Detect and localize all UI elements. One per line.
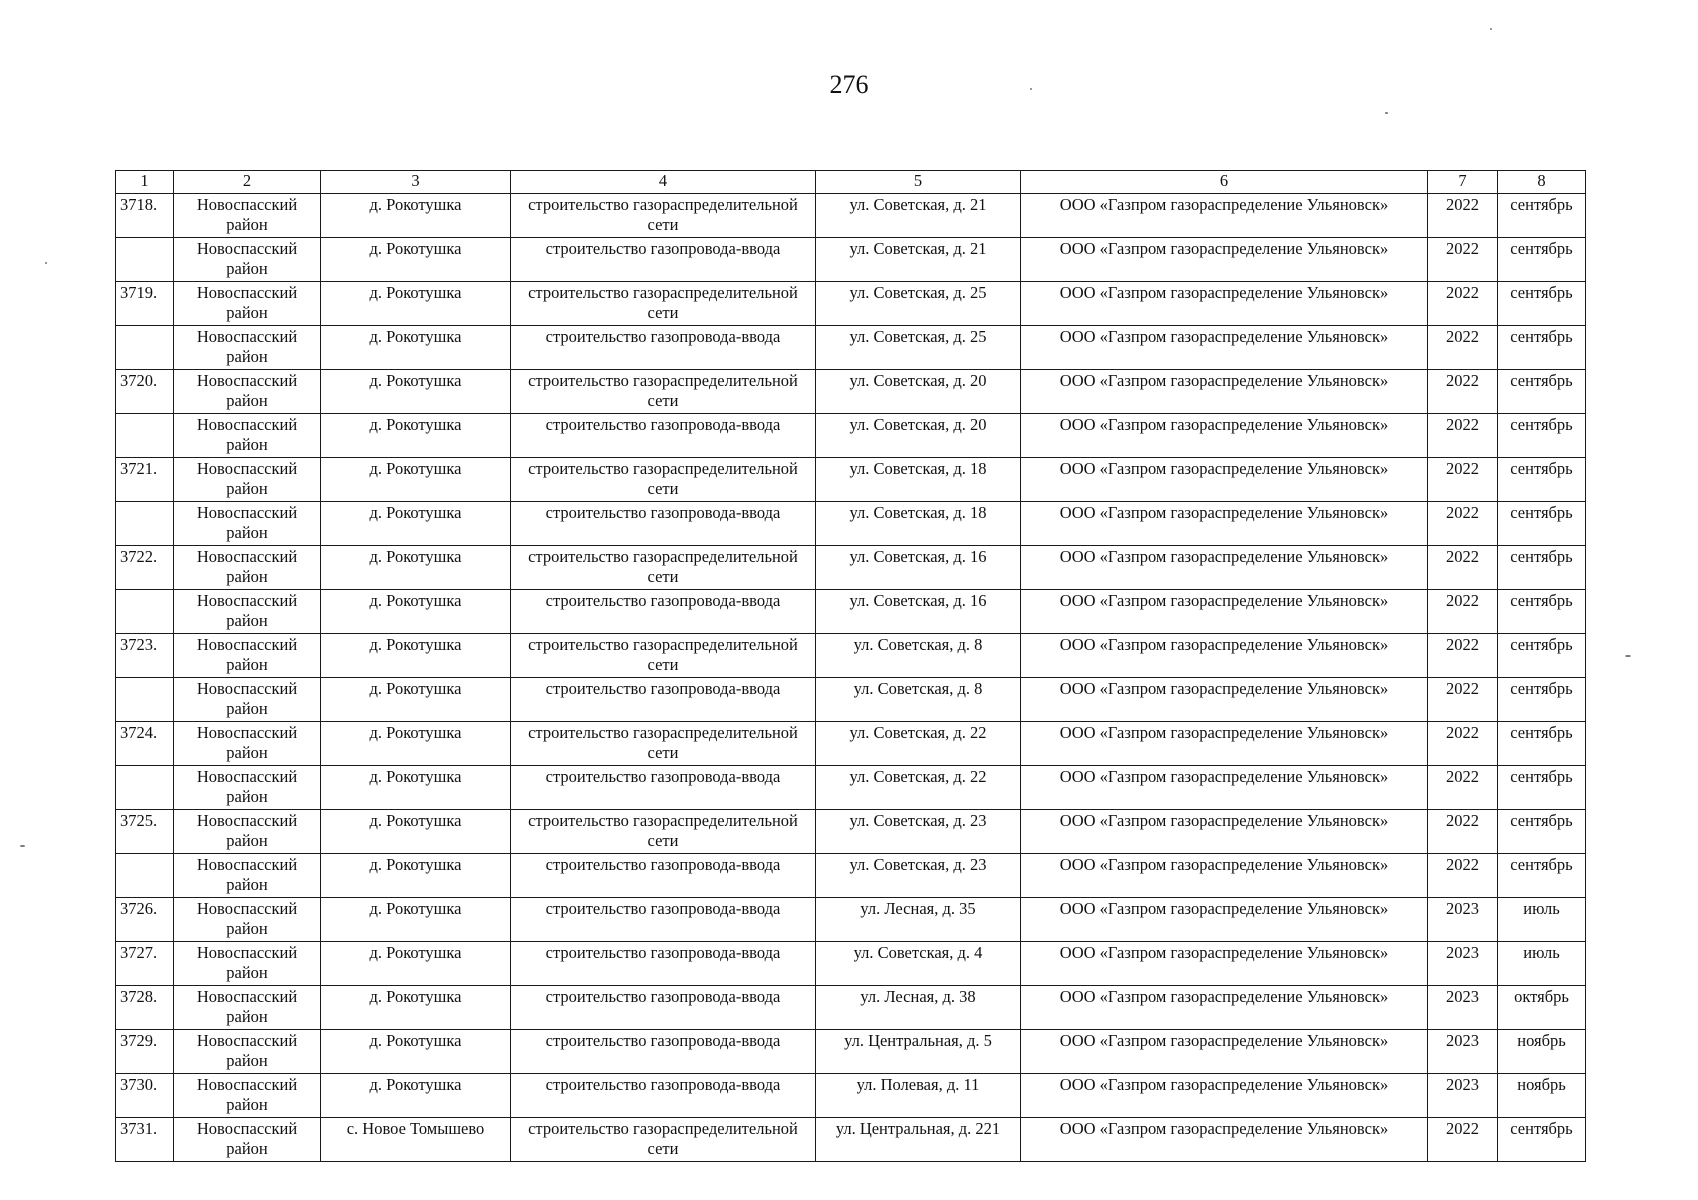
table-row	[116, 546, 1586, 590]
cell-settlement: д. Рокотушка	[321, 634, 511, 678]
cell-org: ООО «Газпром газораспределение Ульяновск»	[1021, 502, 1428, 546]
cell-org: ООО «Газпром газораспределение Ульяновск»	[1021, 370, 1428, 414]
header-cell: 5	[816, 171, 1021, 194]
cell-year: 2022	[1428, 458, 1498, 502]
cell-year: 2022	[1428, 766, 1498, 810]
cell-num	[116, 502, 174, 546]
cell-month: сентябрь	[1498, 458, 1586, 502]
cell-year: 2022	[1428, 678, 1498, 722]
cell-work: строительство газораспределительной сети	[511, 458, 816, 502]
cell-address: ул. Советская, д. 21	[816, 194, 1021, 238]
header-cell: 7	[1428, 171, 1498, 194]
cell-district: Новоспасский район	[174, 590, 321, 634]
cell-org: ООО «Газпром газораспределение Ульяновск»	[1021, 1118, 1428, 1162]
cell-org: ООО «Газпром газораспределение Ульяновск»	[1021, 1030, 1428, 1074]
cell-district: Новоспасский район	[174, 458, 321, 502]
cell-district: Новоспасский район	[174, 194, 321, 238]
cell-work: строительство газораспределительной сети	[511, 370, 816, 414]
cell-district: Новоспасский район	[174, 678, 321, 722]
cell-month: сентябрь	[1498, 810, 1586, 854]
table-row	[116, 238, 1586, 282]
cell-address: ул. Советская, д. 23	[816, 810, 1021, 854]
cell-address: ул. Советская, д. 18	[816, 458, 1021, 502]
cell-address: ул. Лесная, д. 38	[816, 986, 1021, 1030]
cell-month: сентябрь	[1498, 678, 1586, 722]
cell-settlement: д. Рокотушка	[321, 1074, 511, 1118]
cell-settlement: д. Рокотушка	[321, 194, 511, 238]
scan-speck	[1385, 112, 1388, 114]
cell-work: строительство газопровода-ввода	[511, 414, 816, 458]
cell-work: строительство газопровода-ввода	[511, 898, 816, 942]
cell-month: сентябрь	[1498, 634, 1586, 678]
cell-district: Новоспасский район	[174, 854, 321, 898]
cell-settlement: д. Рокотушка	[321, 1030, 511, 1074]
table-row	[116, 898, 1586, 942]
cell-num: 3727.	[116, 942, 174, 986]
cell-org: ООО «Газпром газораспределение Ульяновск»	[1021, 722, 1428, 766]
cell-settlement: д. Рокотушка	[321, 766, 511, 810]
cell-num	[116, 678, 174, 722]
cell-settlement: д. Рокотушка	[321, 898, 511, 942]
header-cell: 1	[116, 171, 174, 194]
cell-num: 3721.	[116, 458, 174, 502]
cell-year: 2022	[1428, 414, 1498, 458]
scan-speck	[1490, 28, 1492, 30]
table-row	[116, 326, 1586, 370]
cell-work: строительство газораспределительной сети	[511, 194, 816, 238]
cell-district: Новоспасский район	[174, 942, 321, 986]
cell-year: 2023	[1428, 942, 1498, 986]
cell-address: ул. Центральная, д. 221	[816, 1118, 1021, 1162]
cell-address: ул. Советская, д. 4	[816, 942, 1021, 986]
cell-year: 2022	[1428, 282, 1498, 326]
cell-month: ноябрь	[1498, 1074, 1586, 1118]
cell-address: ул. Советская, д. 16	[816, 590, 1021, 634]
cell-month: сентябрь	[1498, 282, 1586, 326]
cell-num: 3730.	[116, 1074, 174, 1118]
cell-address: ул. Советская, д. 8	[816, 634, 1021, 678]
page-number: 276	[829, 70, 869, 99]
table-row	[116, 678, 1586, 722]
header-cell: 4	[511, 171, 816, 194]
cell-work: строительство газопровода-ввода	[511, 986, 816, 1030]
cell-year: 2022	[1428, 326, 1498, 370]
cell-year: 2022	[1428, 546, 1498, 590]
cell-num: 3722.	[116, 546, 174, 590]
cell-address: ул. Советская, д. 21	[816, 238, 1021, 282]
cell-month: сентябрь	[1498, 502, 1586, 546]
table-row	[116, 942, 1586, 986]
cell-address: ул. Полевая, д. 11	[816, 1074, 1021, 1118]
cell-address: ул. Советская, д. 18	[816, 502, 1021, 546]
cell-year: 2022	[1428, 1118, 1498, 1162]
scan-speck	[20, 845, 25, 847]
cell-num: 3723.	[116, 634, 174, 678]
cell-settlement: д. Рокотушка	[321, 458, 511, 502]
cell-org: ООО «Газпром газораспределение Ульяновск»	[1021, 898, 1428, 942]
cell-month: сентябрь	[1498, 370, 1586, 414]
cell-month: сентябрь	[1498, 766, 1586, 810]
cell-district: Новоспасский район	[174, 546, 321, 590]
cell-work: строительство газораспределительной сети	[511, 810, 816, 854]
gasification-table	[115, 170, 1586, 1162]
cell-settlement: д. Рокотушка	[321, 282, 511, 326]
cell-org: ООО «Газпром газораспределение Ульяновск»	[1021, 326, 1428, 370]
cell-settlement: с. Новое Томышево	[321, 1118, 511, 1162]
cell-num: 3728.	[116, 986, 174, 1030]
cell-work: строительство газораспределительной сети	[511, 1118, 816, 1162]
cell-num	[116, 590, 174, 634]
cell-month: сентябрь	[1498, 590, 1586, 634]
cell-settlement: д. Рокотушка	[321, 414, 511, 458]
cell-address: ул. Лесная, д. 35	[816, 898, 1021, 942]
cell-month: ноябрь	[1498, 1030, 1586, 1074]
cell-address: ул. Советская, д. 25	[816, 282, 1021, 326]
cell-year: 2023	[1428, 986, 1498, 1030]
cell-org: ООО «Газпром газораспределение Ульяновск»	[1021, 810, 1428, 854]
header-cell: 6	[1021, 171, 1428, 194]
cell-work: строительство газораспределительной сети	[511, 634, 816, 678]
cell-num: 3725.	[116, 810, 174, 854]
cell-address: ул. Советская, д. 8	[816, 678, 1021, 722]
cell-district: Новоспасский район	[174, 502, 321, 546]
cell-year: 2023	[1428, 1030, 1498, 1074]
cell-work: строительство газопровода-ввода	[511, 238, 816, 282]
cell-settlement: д. Рокотушка	[321, 590, 511, 634]
cell-num	[116, 414, 174, 458]
cell-work: строительство газопровода-ввода	[511, 678, 816, 722]
cell-org: ООО «Газпром газораспределение Ульяновск»	[1021, 678, 1428, 722]
cell-month: сентябрь	[1498, 546, 1586, 590]
scan-speck	[1625, 655, 1631, 657]
header-cell: 2	[174, 171, 321, 194]
cell-district: Новоспасский район	[174, 810, 321, 854]
cell-month: сентябрь	[1498, 414, 1586, 458]
table-row	[116, 194, 1586, 238]
cell-year: 2022	[1428, 238, 1498, 282]
cell-org: ООО «Газпром газораспределение Ульяновск»	[1021, 238, 1428, 282]
cell-year: 2022	[1428, 502, 1498, 546]
cell-settlement: д. Рокотушка	[321, 502, 511, 546]
cell-settlement: д. Рокотушка	[321, 722, 511, 766]
cell-district: Новоспасский район	[174, 1074, 321, 1118]
cell-district: Новоспасский район	[174, 1118, 321, 1162]
header-cell: 8	[1498, 171, 1586, 194]
cell-year: 2022	[1428, 854, 1498, 898]
cell-org: ООО «Газпром газораспределение Ульяновск»	[1021, 854, 1428, 898]
cell-org: ООО «Газпром газораспределение Ульяновск»	[1021, 458, 1428, 502]
cell-num	[116, 766, 174, 810]
cell-month: сентябрь	[1498, 1118, 1586, 1162]
cell-settlement: д. Рокотушка	[321, 942, 511, 986]
cell-work: строительство газопровода-ввода	[511, 1074, 816, 1118]
cell-work: строительство газораспределительной сети	[511, 546, 816, 590]
cell-settlement: д. Рокотушка	[321, 854, 511, 898]
cell-address: ул. Советская, д. 16	[816, 546, 1021, 590]
table-row	[116, 634, 1586, 678]
cell-address: ул. Центральная, д. 5	[816, 1030, 1021, 1074]
scan-speck	[45, 262, 47, 264]
cell-year: 2022	[1428, 194, 1498, 238]
cell-settlement: д. Рокотушка	[321, 986, 511, 1030]
cell-district: Новоспасский район	[174, 238, 321, 282]
cell-org: ООО «Газпром газораспределение Ульяновск»	[1021, 546, 1428, 590]
cell-num: 3729.	[116, 1030, 174, 1074]
cell-work: строительство газопровода-ввода	[511, 766, 816, 810]
cell-num	[116, 238, 174, 282]
cell-org: ООО «Газпром газораспределение Ульяновск»	[1021, 634, 1428, 678]
cell-month: сентябрь	[1498, 722, 1586, 766]
cell-settlement: д. Рокотушка	[321, 326, 511, 370]
cell-year: 2023	[1428, 1074, 1498, 1118]
cell-org: ООО «Газпром газораспределение Ульяновск»	[1021, 590, 1428, 634]
table-row	[116, 458, 1586, 502]
cell-year: 2022	[1428, 810, 1498, 854]
cell-num: 3724.	[116, 722, 174, 766]
cell-year: 2022	[1428, 722, 1498, 766]
table-row	[116, 590, 1586, 634]
table-row	[116, 502, 1586, 546]
table-row	[116, 854, 1586, 898]
cell-org: ООО «Газпром газораспределение Ульяновск»	[1021, 766, 1428, 810]
table-row	[116, 1074, 1586, 1118]
header-row	[116, 171, 1586, 194]
table-row	[116, 282, 1586, 326]
cell-work: строительство газопровода-ввода	[511, 854, 816, 898]
table-row	[116, 1118, 1586, 1162]
cell-month: сентябрь	[1498, 326, 1586, 370]
cell-work: строительство газопровода-ввода	[511, 326, 816, 370]
cell-district: Новоспасский район	[174, 766, 321, 810]
cell-district: Новоспасский район	[174, 986, 321, 1030]
cell-settlement: д. Рокотушка	[321, 238, 511, 282]
cell-address: ул. Советская, д. 25	[816, 326, 1021, 370]
cell-district: Новоспасский район	[174, 326, 321, 370]
cell-settlement: д. Рокотушка	[321, 370, 511, 414]
cell-month: июль	[1498, 898, 1586, 942]
cell-district: Новоспасский район	[174, 634, 321, 678]
cell-address: ул. Советская, д. 23	[816, 854, 1021, 898]
header-cell: 3	[321, 171, 511, 194]
cell-address: ул. Советская, д. 20	[816, 370, 1021, 414]
cell-org: ООО «Газпром газораспределение Ульяновск»	[1021, 942, 1428, 986]
table-row	[116, 722, 1586, 766]
cell-org: ООО «Газпром газораспределение Ульяновск»	[1021, 414, 1428, 458]
cell-num	[116, 854, 174, 898]
cell-district: Новоспасский район	[174, 1030, 321, 1074]
cell-num: 3726.	[116, 898, 174, 942]
cell-num: 3719.	[116, 282, 174, 326]
cell-district: Новоспасский район	[174, 722, 321, 766]
cell-month: октябрь	[1498, 986, 1586, 1030]
cell-year: 2023	[1428, 898, 1498, 942]
cell-work: строительство газораспределительной сети	[511, 282, 816, 326]
cell-work: строительство газопровода-ввода	[511, 590, 816, 634]
cell-num: 3718.	[116, 194, 174, 238]
cell-num	[116, 326, 174, 370]
cell-org: ООО «Газпром газораспределение Ульяновск»	[1021, 1074, 1428, 1118]
cell-month: июль	[1498, 942, 1586, 986]
cell-address: ул. Советская, д. 22	[816, 722, 1021, 766]
cell-month: сентябрь	[1498, 238, 1586, 282]
cell-org: ООО «Газпром газораспределение Ульяновск»	[1021, 282, 1428, 326]
cell-year: 2022	[1428, 590, 1498, 634]
cell-district: Новоспасский район	[174, 414, 321, 458]
cell-work: строительство газопровода-ввода	[511, 502, 816, 546]
table-row	[116, 414, 1586, 458]
cell-year: 2022	[1428, 634, 1498, 678]
cell-settlement: д. Рокотушка	[321, 546, 511, 590]
cell-org: ООО «Газпром газораспределение Ульяновск»	[1021, 194, 1428, 238]
cell-work: строительство газопровода-ввода	[511, 942, 816, 986]
cell-month: сентябрь	[1498, 194, 1586, 238]
cell-district: Новоспасский район	[174, 898, 321, 942]
scan-speck	[1030, 88, 1032, 90]
cell-settlement: д. Рокотушка	[321, 678, 511, 722]
table-row	[116, 810, 1586, 854]
cell-settlement: д. Рокотушка	[321, 810, 511, 854]
table-row	[116, 986, 1586, 1030]
cell-address: ул. Советская, д. 22	[816, 766, 1021, 810]
cell-month: сентябрь	[1498, 854, 1586, 898]
cell-work: строительство газопровода-ввода	[511, 1030, 816, 1074]
cell-org: ООО «Газпром газораспределение Ульяновск»	[1021, 986, 1428, 1030]
cell-district: Новоспасский район	[174, 370, 321, 414]
cell-address: ул. Советская, д. 20	[816, 414, 1021, 458]
table-row	[116, 370, 1586, 414]
cell-district: Новоспасский район	[174, 282, 321, 326]
cell-year: 2022	[1428, 370, 1498, 414]
cell-work: строительство газораспределительной сети	[511, 722, 816, 766]
cell-num: 3720.	[116, 370, 174, 414]
table-row	[116, 1030, 1586, 1074]
cell-num: 3731.	[116, 1118, 174, 1162]
table-row	[116, 766, 1586, 810]
